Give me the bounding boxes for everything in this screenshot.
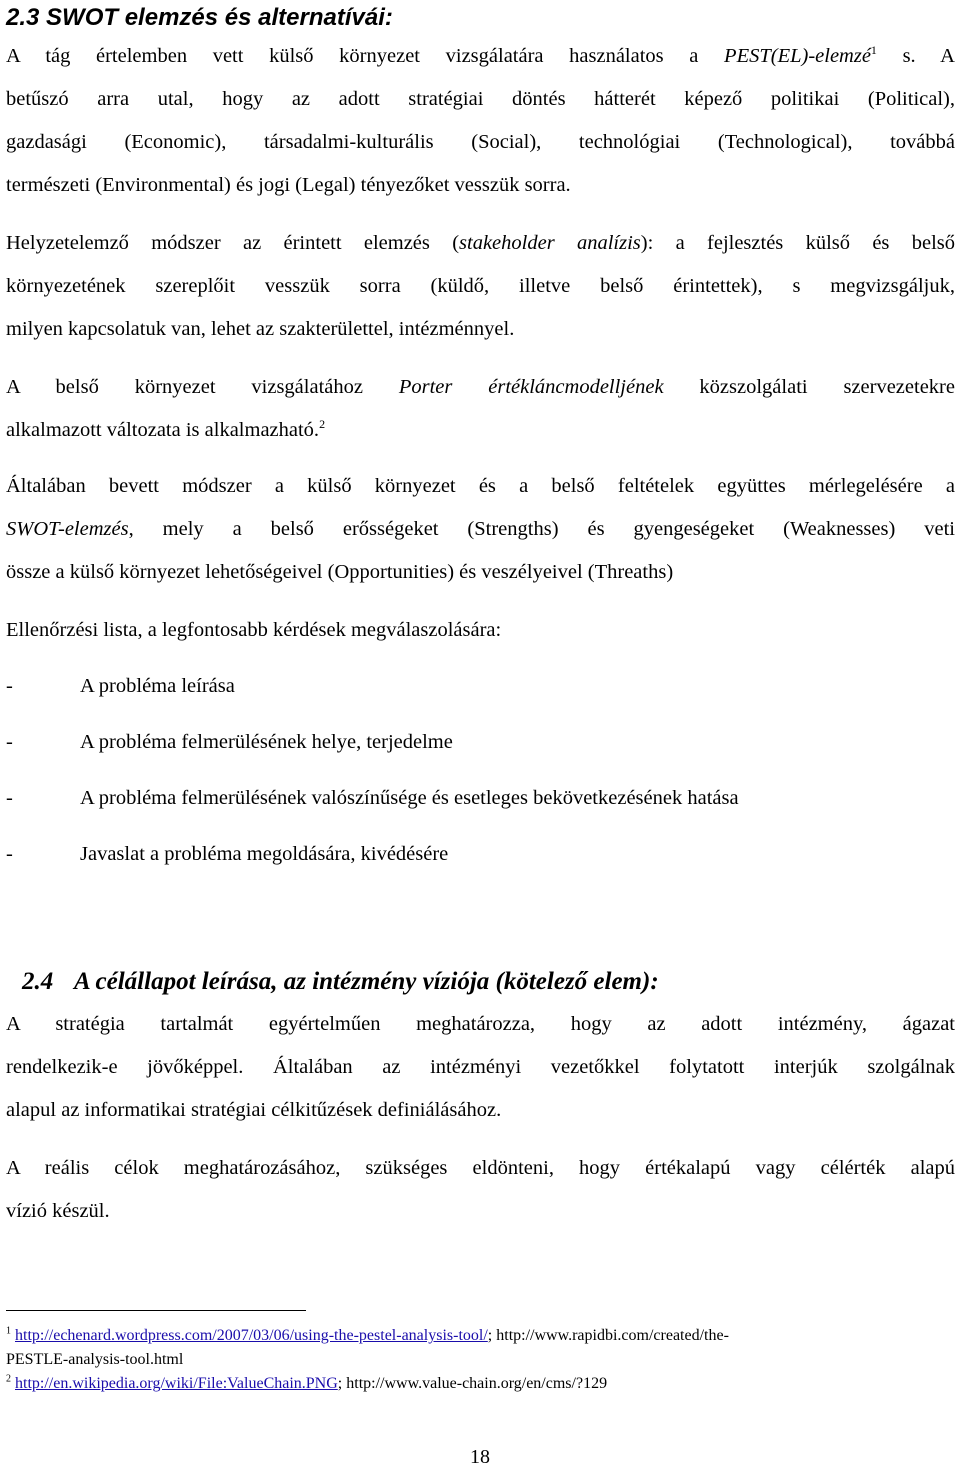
italic-term: Porter értékláncmodelljének bbox=[398, 376, 664, 398]
list-item-text: Javaslat a probléma megoldására, kivédésére bbox=[80, 843, 449, 865]
footnote-ref-1: 1 bbox=[870, 43, 877, 58]
paragraph-goals bbox=[6, 1147, 955, 1233]
section-heading-2-3 bbox=[6, 3, 955, 33]
list-dash: - bbox=[6, 787, 13, 809]
paragraph-line: Általában bevett módszer a külső környezet és a belső feltételek együttes mérlegelésére a bbox=[6, 475, 955, 497]
paragraph-line bbox=[6, 508, 955, 551]
footnote-1 bbox=[6, 1326, 729, 1346]
list-dash: - bbox=[6, 843, 13, 865]
list-item-text: A probléma felmerülésének valószínűsége és esetleges bekövetkezésének hatása bbox=[80, 787, 739, 809]
list-dash: - bbox=[6, 675, 13, 697]
paragraph-swot bbox=[6, 465, 955, 594]
footnote-text: ; http://www.value-chain.org/en/cms/?129 bbox=[337, 1375, 608, 1392]
list-item-text: A probléma felmerülésének helye, terjedelme bbox=[80, 731, 453, 753]
paragraph-vision bbox=[6, 1003, 955, 1132]
paragraph-line: Ellenőrzési lista, a legfontosabb kérdések megválaszolására: bbox=[6, 619, 502, 641]
italic-term: PEST(EL)-elemzé bbox=[724, 45, 871, 67]
footnote-1-continued bbox=[6, 1350, 183, 1370]
section-title: SWOT elemzés és alternatívái: bbox=[46, 4, 393, 31]
section-title: A célállapot leírása, az intézmény víziója (kötelező elem): bbox=[74, 968, 659, 995]
paragraph-line bbox=[6, 409, 955, 452]
paragraph-line: gazdasági (Economic), társadalmi-kulturális (Social), technológiai (Technological), továbbá bbox=[6, 131, 955, 153]
paragraph-line: betűszó arra utal, hogy az adott stratégiai döntés hátterét képező politikai (Political), bbox=[6, 88, 955, 110]
footnote-link[interactable]: http://echenard.wordpress.com/2007/03/06/using-the-pestel-analysis-tool/ bbox=[15, 1327, 488, 1344]
footnote-text: ; http://www.rapidbi.com/created/the- bbox=[487, 1327, 729, 1344]
footnote-mark: 1 bbox=[6, 1325, 11, 1337]
list-item bbox=[6, 783, 739, 813]
section-number: 2.3 bbox=[6, 4, 40, 31]
italic-term: stakeholder analízis bbox=[459, 232, 641, 254]
paragraph-line: vízió készül. bbox=[6, 1200, 110, 1222]
section-number: 2.4 bbox=[22, 968, 54, 995]
footnote-mark: 2 bbox=[6, 1373, 11, 1385]
paragraph-pest bbox=[6, 35, 955, 207]
paragraph-line: milyen kapcsolatuk van, lehet az szakterülettel, intézménnyel. bbox=[6, 318, 515, 340]
section-heading-2-4 bbox=[22, 966, 659, 998]
text-run: Helyzetelemző módszer az érintett elemzés ( bbox=[6, 232, 460, 254]
text-run: alkalmazott változata is alkalmazható. bbox=[6, 419, 320, 441]
footnote-text: PESTLE-analysis-tool.html bbox=[6, 1351, 184, 1368]
text-run: ): a fejlesztés külső és belső bbox=[640, 232, 955, 254]
paragraph-line: rendelkezik-e jövőképpel. Általában az intézményi vezetőkkel folytatott interjúk szolgálnak bbox=[6, 1056, 955, 1078]
footnote-separator bbox=[6, 1310, 306, 1311]
text-run: A belső környezet vizsgálatához bbox=[6, 376, 399, 398]
list-dash: - bbox=[6, 731, 13, 753]
paragraph-line: környezetének szereplőit vesszük sorra (küldő, illetve belső érintettek), s megvizsgáljuk, bbox=[6, 275, 955, 297]
paragraph-stakeholder bbox=[6, 222, 955, 351]
paragraph-line: természeti (Environmental) és jogi (Legal) tényezőket vesszük sorra. bbox=[6, 174, 571, 196]
paragraph-line: össze a külső környezet lehetőségeivel (Opportunities) és veszélyeivel (Threaths) bbox=[6, 561, 674, 583]
text-run: közszolgálati szervezetekre bbox=[663, 376, 955, 398]
italic-term: SWOT-elemzés bbox=[6, 518, 129, 540]
text-run: , mely a belső erősségeket (Strengths) és gyengeségeket (Weaknesses) veti bbox=[128, 518, 955, 540]
paragraph-line bbox=[6, 35, 955, 78]
paragraph-line: A reális célok meghatározásához, szükséges eldönteni, hogy értékalapú vagy célérték alapú bbox=[6, 1157, 955, 1179]
list-item bbox=[6, 727, 453, 757]
text-run: A tág értelemben vett külső környezet vizsgálatára használatos a bbox=[6, 45, 725, 67]
text-run: s. A bbox=[876, 45, 955, 67]
footnote-link[interactable]: http://en.wikipedia.org/wiki/File:ValueChain.PNG bbox=[15, 1375, 338, 1392]
checklist-intro bbox=[6, 609, 955, 652]
paragraph-line: alapul az informatikai stratégiai célkitűzések definiálásához. bbox=[6, 1099, 502, 1121]
list-item-text: A probléma leírása bbox=[80, 675, 235, 697]
footnote-ref-2: 2 bbox=[319, 417, 326, 432]
paragraph-line bbox=[6, 366, 955, 409]
list-item bbox=[6, 671, 235, 701]
page-number: 18 bbox=[470, 1446, 490, 1468]
list-item bbox=[6, 839, 448, 869]
paragraph-line bbox=[6, 222, 955, 265]
footnote-2 bbox=[6, 1374, 607, 1394]
paragraph-line: A stratégia tartalmát egyértelműen meghatározza, hogy az adott intézmény, ágazat bbox=[6, 1013, 955, 1035]
paragraph-porter bbox=[6, 366, 955, 452]
